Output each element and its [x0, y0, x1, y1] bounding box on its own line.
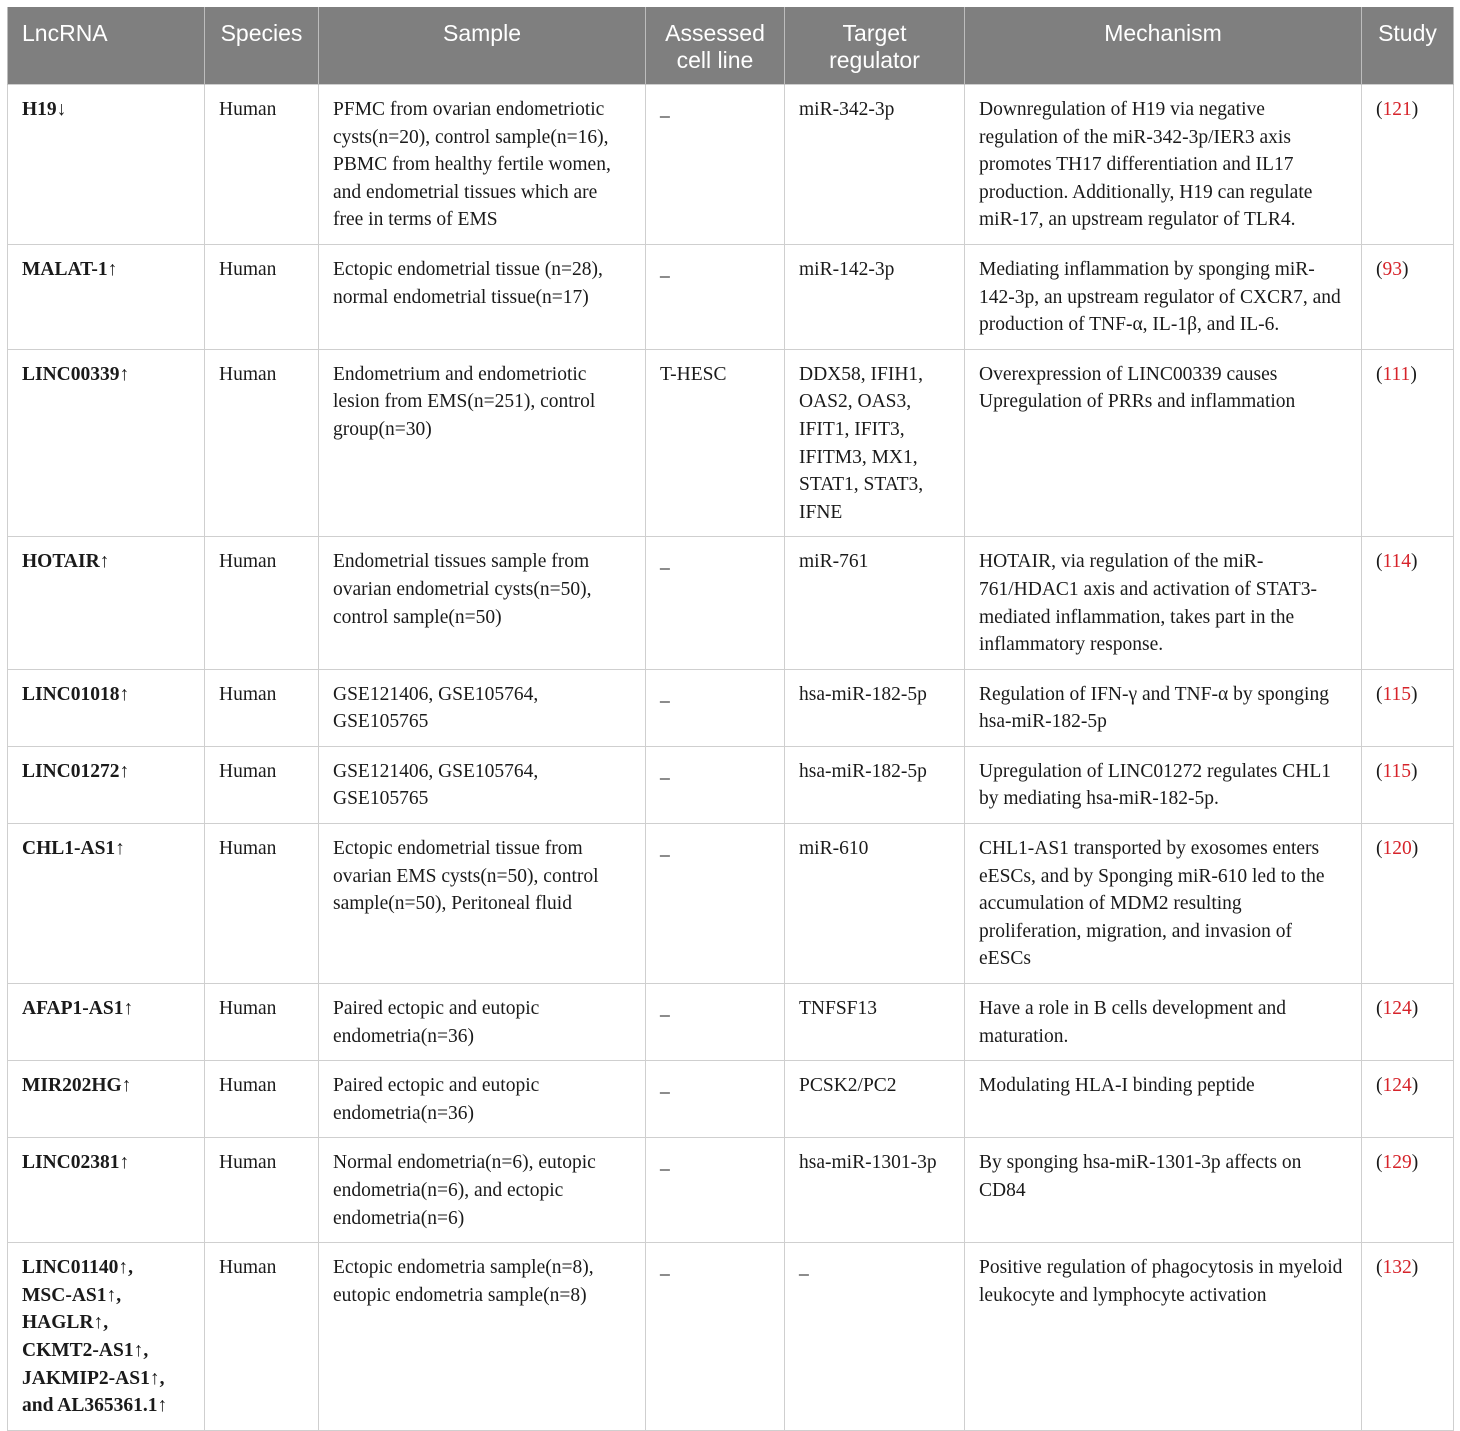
cell-species: Human [205, 85, 319, 245]
cell-cell-line: _ [646, 1138, 785, 1243]
cell-sample: GSE121406, GSE105764, GSE105765 [319, 746, 646, 823]
cell-sample: Normal endometria(n=6), eutopic endometria(n=6), and ectopic endometria(n=6) [319, 1138, 646, 1243]
cell-sample: Ectopic endometria sample(n=8), eutopic endometria sample(n=8) [319, 1243, 646, 1431]
cell-lncrna: HOTAIR↑ [8, 537, 205, 669]
cell-mechanism: Downregulation of H19 via negative regulation of the miR-342-3p/IER3 axis promotes TH17 differentiation and IL17 production. Additionally, H19 can regulate miR-17, an upstream regulator of TLR4. [965, 85, 1362, 245]
cell-sample: Paired ectopic and eutopic endometria(n=36) [319, 984, 646, 1061]
study-reference-link[interactable]: 121 [1382, 99, 1412, 120]
cell-cell-line: _ [646, 537, 785, 669]
header-row [8, 7, 1454, 85]
study-open-paren: ( [1376, 1152, 1383, 1174]
table-row [8, 1061, 1454, 1138]
study-open-paren: ( [1376, 363, 1383, 385]
lncrna-line: HAGLR↑, [22, 1312, 109, 1334]
header-target-line1: Target [842, 20, 907, 46]
lncrna-line: CKMT2-AS1↑, [22, 1339, 149, 1361]
study-reference-link[interactable]: 111 [1382, 363, 1411, 385]
cell-species: Human [205, 537, 319, 669]
study-close-paren: ) [1411, 760, 1418, 782]
study-open-paren: ( [1376, 998, 1383, 1020]
study-reference-link[interactable]: 93 [1382, 258, 1402, 280]
cell-lncrna: LINC01018↑ [8, 669, 205, 746]
cell-species: Human [205, 746, 319, 823]
cell-species: Human [205, 824, 319, 984]
study-close-paren: ) [1410, 363, 1417, 385]
header-study: Study [1362, 7, 1454, 85]
cell-sample: Endometrium and endometriotic lesion from EMS(n=251), control group(n=30) [319, 349, 646, 537]
header-assessed-line2: cell line [676, 47, 754, 73]
study-open-paren: ( [1376, 1075, 1383, 1097]
table-row [8, 1138, 1454, 1243]
cell-lncrna: MALAT-1↑ [8, 244, 205, 349]
cell-species: Human [205, 1138, 319, 1243]
cell-lncrna: CHL1-AS1↑ [8, 824, 205, 984]
cell-target: hsa-miR-182-5p [785, 669, 965, 746]
header-assessed-cell-line [646, 7, 785, 85]
cell-mechanism: Upregulation of LINC01272 regulates CHL1 by mediating hsa-miR-182-5p. [965, 746, 1362, 823]
header-lncrna: LncRNA [8, 7, 205, 85]
table-row [8, 537, 1454, 669]
cell-study [1362, 1243, 1454, 1431]
cell-mechanism: Mediating inflammation by sponging miR-142-3p, an upstream regulator of CXCR7, and production of TNF-α, IL-1β, and IL-6. [965, 244, 1362, 349]
lncrna-line: and AL365361.1↑ [22, 1395, 168, 1417]
study-close-paren: ) [1411, 1152, 1419, 1174]
cell-study [1362, 1061, 1454, 1138]
cell-species: Human [205, 244, 319, 349]
cell-lncrna: LINC00339↑ [8, 349, 205, 537]
cell-species: Human [205, 349, 319, 537]
study-open-paren: ( [1376, 760, 1383, 782]
header-assessed-line1: Assessed [665, 20, 765, 46]
cell-cell-line: _ [646, 1061, 785, 1138]
study-open-paren: ( [1376, 258, 1383, 280]
cell-study [1362, 669, 1454, 746]
cell-cell-line: _ [646, 984, 785, 1061]
cell-study [1362, 746, 1454, 823]
cell-target: miR-142-3p [785, 244, 965, 349]
cell-cell-line: _ [646, 669, 785, 746]
cell-mechanism: CHL1-AS1 transported by exosomes enters eESCs, and by Sponging miR-610 led to the accumulation of MDM2 resulting proliferation, migration, and invasion of eESCs [965, 824, 1362, 984]
cell-lncrna: AFAP1-AS1↑ [8, 984, 205, 1061]
table-row [8, 824, 1454, 984]
cell-cell-line: _ [646, 244, 785, 349]
header-sample: Sample [319, 7, 646, 85]
study-close-paren: ) [1411, 99, 1419, 120]
table-row [8, 1243, 1454, 1431]
cell-species: Human [205, 1061, 319, 1138]
cell-cell-line: _ [646, 85, 785, 245]
header-species: Species [205, 7, 319, 85]
table-row [8, 349, 1454, 537]
lncrna-line: JAKMIP2-AS1↑, [22, 1367, 165, 1389]
study-close-paren: ) [1402, 258, 1409, 280]
cell-study [1362, 1138, 1454, 1243]
table-row [8, 984, 1454, 1061]
cell-lncrna: LINC01272↑ [8, 746, 205, 823]
cell-mechanism: Positive regulation of phagocytosis in myeloid leukocyte and lymphocyte activation [965, 1243, 1362, 1431]
cell-cell-line: _ [646, 746, 785, 823]
cell-sample: Ectopic endometrial tissue (n=28), normal endometrial tissue(n=17) [319, 244, 646, 349]
header-mechanism: Mechanism [965, 7, 1362, 85]
table-row [8, 85, 1454, 245]
study-reference-link[interactable]: 115 [1382, 760, 1412, 782]
lncrna-line: MSC-AS1↑, [22, 1284, 122, 1306]
cell-species: Human [205, 984, 319, 1061]
cell-sample: Endometrial tissues sample from ovarian endometrial cysts(n=50), control sample(n=50) [319, 537, 646, 669]
cell-mechanism: Regulation of IFN-γ and TNF-α by sponging hsa-miR-182-5p [965, 669, 1362, 746]
study-reference-link[interactable]: 115 [1382, 683, 1412, 705]
study-close-paren: ) [1411, 1257, 1419, 1279]
cell-lncrna: MIR202HG↑ [8, 1061, 205, 1138]
cell-sample: Paired ectopic and eutopic endometria(n=36) [319, 1061, 646, 1138]
cell-mechanism: By sponging hsa-miR-1301-3p affects on CD84 [965, 1138, 1362, 1243]
table-row [8, 244, 1454, 349]
cell-target: _ [785, 1243, 965, 1431]
study-open-paren: ( [1376, 99, 1383, 120]
cell-study [1362, 537, 1454, 669]
cell-cell-line: _ [646, 1243, 785, 1431]
study-reference-link[interactable]: 132 [1382, 1257, 1412, 1279]
study-reference-link[interactable]: 129 [1382, 1152, 1412, 1174]
study-reference-link[interactable]: 124 [1382, 998, 1412, 1020]
cell-mechanism: HOTAIR, via regulation of the miR-761/HDAC1 axis and activation of STAT3-mediated inflammation, takes part in the inflammatory response. [965, 537, 1362, 669]
cell-lncrna: H19↓ [8, 85, 205, 245]
lncrna-line: LINC01140↑, [22, 1257, 134, 1279]
cell-mechanism: Have a role in B cells development and maturation. [965, 984, 1362, 1061]
table-row [8, 669, 1454, 746]
study-open-paren: ( [1376, 551, 1383, 573]
cell-lncrna: LINC02381↑ [8, 1138, 205, 1243]
cell-mechanism: Overexpression of LINC00339 causes Upregulation of PRRs and inflammation [965, 349, 1362, 537]
study-close-paren: ) [1411, 551, 1418, 573]
cell-target: hsa-miR-182-5p [785, 746, 965, 823]
cell-target: DDX58, IFIH1, OAS2, OAS3, IFIT1, IFIT3, IFITM3, MX1, STAT1, STAT3, IFNE [785, 349, 965, 537]
cell-study [1362, 824, 1454, 984]
table-row [8, 746, 1454, 823]
cell-target: TNFSF13 [785, 984, 965, 1061]
header-target-regulator [785, 7, 965, 85]
study-close-paren: ) [1411, 838, 1419, 860]
cell-cell-line: T-HESC [646, 349, 785, 537]
cell-sample: Ectopic endometrial tissue from ovarian EMS cysts(n=50), control sample(n=50), Peritoneal fluid [319, 824, 646, 984]
cell-mechanism: Modulating HLA-I binding peptide [965, 1061, 1362, 1138]
cell-study [1362, 244, 1454, 349]
study-reference-link[interactable]: 124 [1382, 1075, 1412, 1097]
study-reference-link[interactable]: 120 [1382, 838, 1412, 860]
cell-target: hsa-miR-1301-3p [785, 1138, 965, 1243]
cell-target: PCSK2/PC2 [785, 1061, 965, 1138]
cell-study [1362, 349, 1454, 537]
cell-sample: PFMC from ovarian endometriotic cysts(n=20), control sample(n=16), PBMC from healthy fertile women, and endometrial tissues which are free in terms of EMS [319, 85, 646, 245]
cell-sample: GSE121406, GSE105764, GSE105765 [319, 669, 646, 746]
cell-target: miR-610 [785, 824, 965, 984]
cell-target: miR-342-3p [785, 85, 965, 245]
cell-study [1362, 984, 1454, 1061]
study-close-paren: ) [1411, 1075, 1419, 1097]
cell-species: Human [205, 1243, 319, 1431]
lncrna-table [7, 7, 1454, 1431]
cell-cell-line: _ [646, 824, 785, 984]
study-close-paren: ) [1411, 683, 1418, 705]
cell-target: miR-761 [785, 537, 965, 669]
study-open-paren: ( [1376, 838, 1383, 860]
study-open-paren: ( [1376, 683, 1383, 705]
study-open-paren: ( [1376, 1257, 1383, 1279]
study-close-paren: ) [1411, 998, 1419, 1020]
cell-study [1362, 85, 1454, 245]
cell-lncrna [8, 1243, 205, 1431]
cell-species: Human [205, 669, 319, 746]
study-reference-link[interactable]: 114 [1382, 551, 1412, 573]
header-target-line2: regulator [829, 47, 920, 73]
